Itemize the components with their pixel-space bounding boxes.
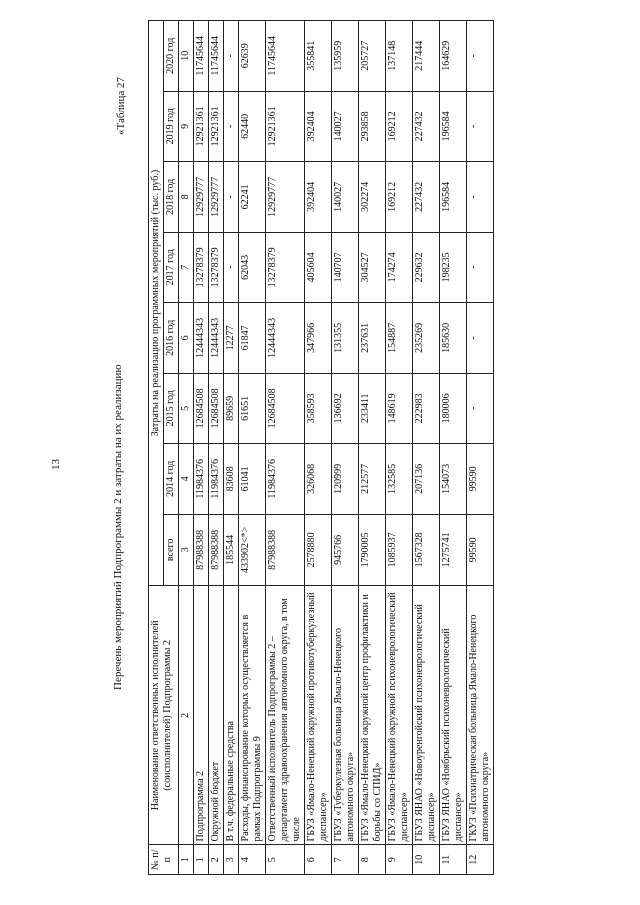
table-row bbox=[194, 21, 209, 875]
col-index: 5 bbox=[179, 373, 194, 444]
row-value: 87988388 bbox=[209, 514, 224, 586]
col-header-year: 2018 год bbox=[164, 162, 179, 233]
row-value: 196584 bbox=[440, 91, 467, 162]
row-value: 304527 bbox=[359, 232, 386, 303]
col-index: 3 bbox=[179, 514, 194, 586]
table-row bbox=[467, 21, 494, 875]
column-index-row bbox=[179, 21, 194, 875]
row-value: 945766 bbox=[332, 514, 359, 586]
row-value: 61041 bbox=[239, 444, 266, 515]
row-value: 11745644 bbox=[209, 21, 224, 92]
row-value: 132585 bbox=[386, 444, 413, 515]
table-row bbox=[332, 21, 359, 875]
row-value: 12929777 bbox=[209, 162, 224, 233]
row-number: 1 bbox=[194, 845, 209, 875]
row-value: - bbox=[467, 373, 494, 444]
row-value: 140027 bbox=[332, 91, 359, 162]
row-value: 217444 bbox=[413, 21, 440, 92]
row-value: 89659 bbox=[224, 373, 239, 444]
row-number: 10 bbox=[413, 845, 440, 875]
row-value: 62639 bbox=[239, 21, 266, 92]
row-value: 196584 bbox=[440, 162, 467, 233]
row-value: 229632 bbox=[413, 232, 440, 303]
col-index: 8 bbox=[179, 162, 194, 233]
row-name: Ответственный исполнитель Подпрограммы 2 – департамент здравоохранения автономного округа, в том числе bbox=[266, 586, 305, 845]
col-header-year: 2019 год bbox=[164, 91, 179, 162]
table-row bbox=[305, 21, 332, 875]
row-name: ГБУЗ ЯНАО «Новоуренгойский психоневрологический диспансер» bbox=[413, 586, 440, 845]
table-number: «Таблица 27 bbox=[115, 76, 127, 135]
col-header-year: 2014 год bbox=[164, 444, 179, 515]
page-number: 13 bbox=[50, 459, 62, 470]
row-value: 12921361 bbox=[209, 91, 224, 162]
row-value: 13278379 bbox=[194, 232, 209, 303]
row-number: 4 bbox=[239, 845, 266, 875]
col-header-year: 2016 год bbox=[164, 303, 179, 374]
row-name: ГБУЗ «Туберкулезная больница Ямало-Ненецкого автономного округа» bbox=[332, 586, 359, 845]
row-value: 326068 bbox=[305, 444, 332, 515]
row-value: 169212 bbox=[386, 91, 413, 162]
row-value: 13278379 bbox=[209, 232, 224, 303]
row-value: 355841 bbox=[305, 21, 332, 92]
col-index: 2 bbox=[179, 586, 194, 845]
col-index: 1 bbox=[179, 845, 194, 875]
row-value: - bbox=[224, 91, 239, 162]
table-row bbox=[386, 21, 413, 875]
row-value: 137148 bbox=[386, 21, 413, 92]
row-value: 62241 bbox=[239, 162, 266, 233]
row-name: ГБУЗ «Ямало-Ненецкий окружной психоневрологический диспансер» bbox=[386, 586, 413, 845]
row-value: 237631 bbox=[359, 303, 386, 374]
row-value: 12444343 bbox=[194, 303, 209, 374]
row-value: - bbox=[467, 21, 494, 92]
row-value: 1085937 bbox=[386, 514, 413, 586]
col-index: 6 bbox=[179, 303, 194, 374]
row-value: - bbox=[467, 162, 494, 233]
row-name: В т.ч. федеральные средства bbox=[224, 586, 239, 845]
col-index: 7 bbox=[179, 232, 194, 303]
row-value: - bbox=[467, 91, 494, 162]
row-value: 174274 bbox=[386, 232, 413, 303]
row-value: 99590 bbox=[467, 514, 494, 586]
row-value: 12684508 bbox=[209, 373, 224, 444]
row-value: 212577 bbox=[359, 444, 386, 515]
row-value: 302274 bbox=[359, 162, 386, 233]
row-value: 83608 bbox=[224, 444, 239, 515]
row-number: 3 bbox=[224, 845, 239, 875]
row-value: 405604 bbox=[305, 232, 332, 303]
row-value: 205727 bbox=[359, 21, 386, 92]
row-value: 433902<*> bbox=[239, 514, 266, 586]
row-value: 1790005 bbox=[359, 514, 386, 586]
row-value: 11745644 bbox=[266, 21, 305, 92]
row-value: - bbox=[224, 232, 239, 303]
row-value: 62043 bbox=[239, 232, 266, 303]
row-name: Окружной бюджет bbox=[209, 586, 224, 845]
row-value: 392404 bbox=[305, 162, 332, 233]
row-value: 154073 bbox=[440, 444, 467, 515]
table-row bbox=[440, 21, 467, 875]
col-index: 9 bbox=[179, 91, 194, 162]
row-value: 233411 bbox=[359, 373, 386, 444]
row-value: 358593 bbox=[305, 373, 332, 444]
row-name: ГКУЗ «Психиатрическая больница Ямало-Ненецкого автономного округа» bbox=[467, 586, 494, 845]
row-name: Подпрограмма 2 bbox=[194, 586, 209, 845]
col-header-year: 2015 год bbox=[164, 373, 179, 444]
row-number: 8 bbox=[359, 845, 386, 875]
program-costs-table bbox=[148, 20, 494, 875]
row-value: 1275741 bbox=[440, 514, 467, 586]
table-title: Перечень мероприятий Подпрограммы 2 и затраты на их реализацию bbox=[112, 364, 124, 690]
row-value: - bbox=[224, 162, 239, 233]
table-row bbox=[239, 21, 266, 875]
row-value: 11984376 bbox=[266, 444, 305, 515]
row-value: 12684508 bbox=[194, 373, 209, 444]
row-number: 12 bbox=[467, 845, 494, 875]
row-value: 120999 bbox=[332, 444, 359, 515]
row-name: ГБУЗ ЯНАО «Ноябрьский психоневрологический диспансер» bbox=[440, 586, 467, 845]
row-number: 2 bbox=[209, 845, 224, 875]
row-value: - bbox=[224, 21, 239, 92]
row-value: 180006 bbox=[440, 373, 467, 444]
row-value: 154887 bbox=[386, 303, 413, 374]
row-number: 6 bbox=[305, 845, 332, 875]
row-value: 164629 bbox=[440, 21, 467, 92]
row-value: 169212 bbox=[386, 162, 413, 233]
table-row bbox=[209, 21, 224, 875]
row-value: 222983 bbox=[413, 373, 440, 444]
row-value: 12921361 bbox=[194, 91, 209, 162]
col-header-number: № п/п bbox=[149, 845, 179, 875]
row-value: 136692 bbox=[332, 373, 359, 444]
row-value: 131355 bbox=[332, 303, 359, 374]
row-value: 293858 bbox=[359, 91, 386, 162]
row-value: 12929777 bbox=[194, 162, 209, 233]
row-value: 12921361 bbox=[266, 91, 305, 162]
row-value: 227432 bbox=[413, 162, 440, 233]
table-row bbox=[266, 21, 305, 875]
row-value: 12444343 bbox=[209, 303, 224, 374]
col-index: 10 bbox=[179, 21, 194, 92]
row-number: 11 bbox=[440, 845, 467, 875]
row-value: 227432 bbox=[413, 91, 440, 162]
row-value: 61847 bbox=[239, 303, 266, 374]
row-value: 198235 bbox=[440, 232, 467, 303]
row-value: 135959 bbox=[332, 21, 359, 92]
row-value: 1567328 bbox=[413, 514, 440, 586]
row-number: 7 bbox=[332, 845, 359, 875]
row-value: 207136 bbox=[413, 444, 440, 515]
col-header-year: 2017 год bbox=[164, 232, 179, 303]
row-value: 185544 bbox=[224, 514, 239, 586]
table-row bbox=[413, 21, 440, 875]
row-value: 11984376 bbox=[194, 444, 209, 515]
row-value: 61651 bbox=[239, 373, 266, 444]
row-name: ГБУЗ «Ямало-Ненецкий окружной центр профилактики и борьбы со СПИД» bbox=[359, 586, 386, 845]
row-value: 148619 bbox=[386, 373, 413, 444]
row-value: 99590 bbox=[467, 444, 494, 515]
col-header-name: Наименование ответственных исполнителей (соисполнителей) Подпрограммы 2 bbox=[149, 586, 179, 845]
row-value: 347966 bbox=[305, 303, 332, 374]
row-value: 140027 bbox=[332, 162, 359, 233]
row-value: 12684508 bbox=[266, 373, 305, 444]
table-row bbox=[359, 21, 386, 875]
row-value: 87988388 bbox=[194, 514, 209, 586]
row-value: 2578880 bbox=[305, 514, 332, 586]
row-value: 11745644 bbox=[194, 21, 209, 92]
row-value: 13278379 bbox=[266, 232, 305, 303]
row-value: 12929777 bbox=[266, 162, 305, 233]
row-value: 185630 bbox=[440, 303, 467, 374]
col-header-costs: Затраты на реализацию программных мероприятий (тыс. руб.) bbox=[149, 21, 164, 586]
col-index: 4 bbox=[179, 444, 194, 515]
row-value: - bbox=[467, 232, 494, 303]
col-header-total: всего bbox=[164, 514, 179, 586]
row-value: 12277 bbox=[224, 303, 239, 374]
row-value: 62440 bbox=[239, 91, 266, 162]
row-number: 5 bbox=[266, 845, 305, 875]
row-name: Расходы, финансирование которых осуществляется в рамках Подпрограммы 9 bbox=[239, 586, 266, 845]
row-value: 87988388 bbox=[266, 514, 305, 586]
col-header-year: 2020 год bbox=[164, 21, 179, 92]
table-body bbox=[194, 21, 494, 875]
row-number: 9 bbox=[386, 845, 413, 875]
row-value: 235269 bbox=[413, 303, 440, 374]
row-value: - bbox=[467, 303, 494, 374]
row-value: 12444343 bbox=[266, 303, 305, 374]
row-value: 140707 bbox=[332, 232, 359, 303]
table-row bbox=[224, 21, 239, 875]
row-value: 392404 bbox=[305, 91, 332, 162]
row-value: 11984376 bbox=[209, 444, 224, 515]
row-name: ГБУЗ «Ямало-Ненецкий окружной противотуберкулезный диспансер» bbox=[305, 586, 332, 845]
